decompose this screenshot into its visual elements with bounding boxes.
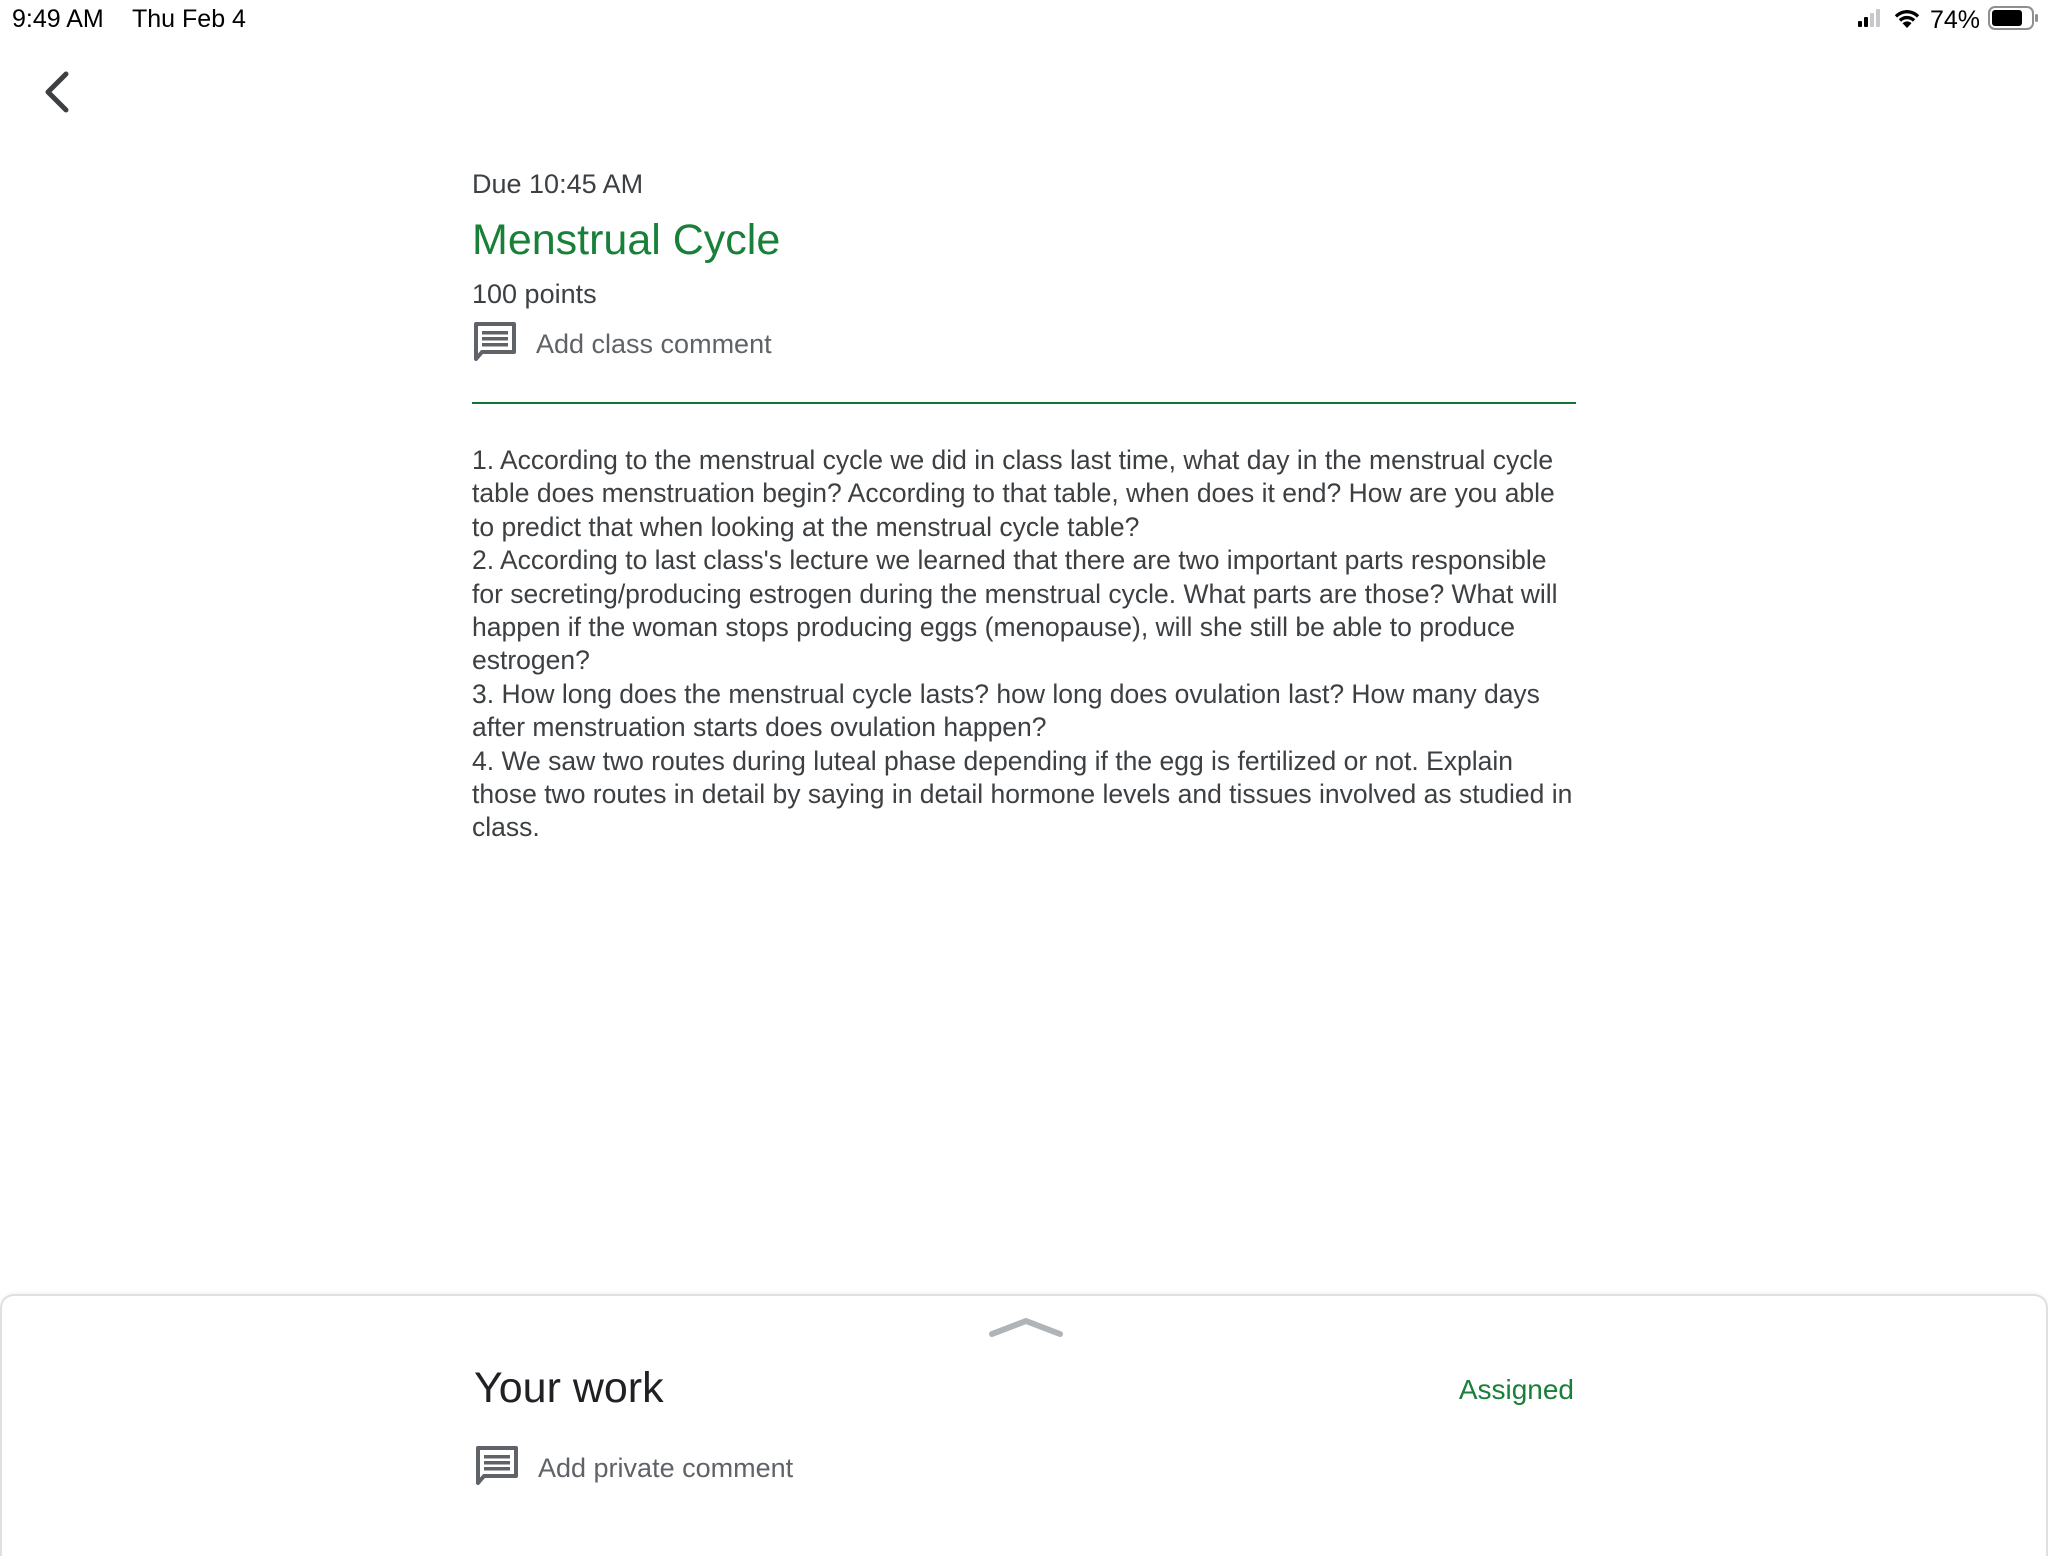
add-class-comment-label: Add class comment — [536, 328, 772, 359]
question-1: 1. According to the menstrual cycle we did in class last time, what day in the menstrual cycle table does menstruation begin? According to that table, when does it end? How are you able to predict that when looking at the menstrual cycle table? — [472, 445, 1555, 542]
wifi-icon — [1892, 7, 1922, 34]
due-date: Due 10:45 AM — [472, 169, 644, 199]
question-4: 4. We saw two routes during luteal phase depending if the egg is fertilized or not. Explain those two routes in detail by saying in detail hormone levels and tissues involved as studied in class. — [472, 745, 1573, 843]
cellular-signal-icon — [1858, 9, 1884, 32]
assignment-title: Menstrual Cycle — [472, 216, 781, 264]
comment-icon — [472, 321, 518, 368]
add-private-comment-button[interactable] — [474, 1444, 793, 1492]
back-button[interactable] — [30, 68, 82, 120]
battery-percent: 74% — [1929, 5, 1980, 34]
question-3: 3. How long does the menstrual cycle lasts? how long does ovulation last? How many days after menstruation starts does ovulation happen? — [472, 678, 1540, 743]
your-work-heading: Your work — [474, 1364, 664, 1412]
status-bar — [0, 0, 2048, 40]
status-indicators — [1858, 6, 2040, 34]
divider — [472, 402, 1576, 404]
assignment-details — [472, 164, 1576, 845]
your-work-sheet — [0, 1294, 2048, 1556]
assignment-points: 100 points — [472, 279, 597, 309]
chevron-up-icon — [988, 1325, 1064, 1342]
chevron-left-icon — [40, 70, 72, 119]
question-2: 2. According to last class's lecture we learned that there are two important parts responsible for secreting/producing estrogen during the menstrual cycle. What parts are those? What will happen if the woman stops producing eggs (menopause), will she still be able to produce estrogen? — [472, 545, 1558, 676]
battery-icon — [1988, 6, 2040, 35]
sheet-expand-handle[interactable] — [988, 1316, 1064, 1338]
status-date: Thu Feb 4 — [132, 5, 246, 33]
add-private-comment-label: Add private comment — [538, 1452, 794, 1483]
status-time: 9:49 AM — [12, 5, 104, 33]
work-status-badge: Assigned — [1458, 1374, 1574, 1405]
comment-icon — [474, 1445, 520, 1492]
assignment-description — [472, 444, 1576, 845]
add-class-comment-button[interactable] — [472, 320, 1576, 368]
